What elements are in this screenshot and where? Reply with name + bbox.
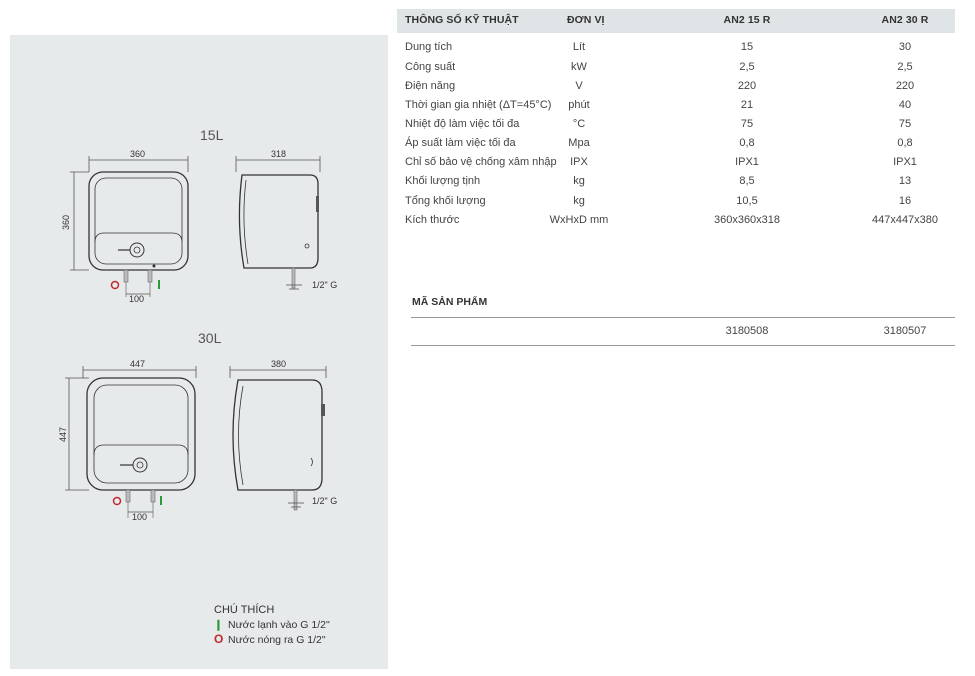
heater-drawings: [0, 0, 388, 676]
dim-depth-small: 318: [271, 149, 287, 159]
row-value-b: 13: [898, 175, 912, 187]
legend-hot: [214, 632, 326, 646]
header-unit: ĐƠN VỊ: [567, 14, 605, 26]
row-value-a: 21: [740, 99, 754, 111]
legend-cold: [214, 619, 330, 631]
row-unit: phút: [568, 99, 590, 111]
row-unit: Mpa: [568, 137, 590, 149]
row-name: Chỉ số bảo vệ chống xâm nhập: [405, 156, 557, 168]
table-row: [405, 80, 955, 99]
row-value-b: 220: [895, 80, 915, 92]
legend-cold-label: Nước lạnh vào G 1/2": [228, 619, 330, 631]
divider: [411, 317, 955, 318]
row-name: Dung tích: [405, 41, 453, 53]
row-name: Khối lượng tịnh: [405, 175, 481, 187]
dim-height-large: 447: [58, 426, 68, 442]
row-name: Áp suất làm việc tối đa: [405, 137, 516, 149]
size-label-small: 15L: [200, 127, 224, 143]
large-side-view: [230, 359, 337, 510]
header-spec: THÔNG SỐ KỸ THUẬT: [405, 14, 519, 26]
large-front-view: [58, 359, 196, 522]
table-row: [405, 137, 955, 156]
header-model-b: AN2 30 R: [881, 14, 929, 26]
dim-depth-large: 380: [271, 359, 287, 369]
row-value-b: 75: [898, 118, 912, 130]
row-name: Nhiệt độ làm việc tối đa: [405, 118, 520, 130]
cold-inlet-icon: [160, 496, 162, 505]
cold-inlet-icon: ❙: [214, 619, 223, 631]
row-unit: IPX: [570, 156, 588, 168]
product-code-title: MÃ SẢN PHẨM: [412, 296, 488, 308]
row-value-a: 220: [737, 80, 757, 92]
row-unit: kW: [571, 61, 587, 73]
divider: [411, 345, 955, 346]
dim-spacing-small: 100: [129, 294, 145, 304]
row-value-b: 16: [898, 195, 912, 207]
row-name: Điện năng: [405, 80, 456, 92]
row-value-a: IPX1: [735, 156, 759, 168]
table-row: [405, 195, 955, 214]
hot-outlet-icon: [114, 498, 121, 505]
row-unit: °C: [572, 118, 586, 130]
table-row: [405, 41, 955, 60]
row-value-a: 15: [740, 41, 754, 53]
row-name: Thời gian gia nhiệt (ΔT=45°C): [405, 99, 552, 111]
row-value-a: 0,8: [739, 137, 755, 149]
product-code-b: 3180507: [883, 325, 927, 337]
row-name: Công suất: [405, 61, 456, 73]
dim-height-small: 360: [61, 214, 71, 230]
product-code-a: 3180508: [725, 325, 769, 337]
cold-inlet-icon: [158, 280, 160, 289]
row-unit: Lít: [572, 41, 586, 53]
dim-width-large: 447: [130, 359, 146, 369]
header-model-a: AN2 15 R: [723, 14, 771, 26]
row-value-a: 75: [740, 118, 754, 130]
hot-outlet-icon: O: [214, 632, 224, 646]
table-row: [405, 214, 955, 233]
small-front-view: [61, 149, 188, 304]
row-unit: kg: [573, 195, 585, 207]
row-value-b: 2,5: [897, 61, 913, 73]
small-side-view: [236, 149, 337, 290]
table-row: [405, 156, 955, 175]
table-row: [405, 99, 955, 118]
size-label-large: 30L: [198, 330, 222, 346]
thread-label-small: 1/2" G: [312, 280, 338, 290]
row-value-b: IPX1: [893, 156, 917, 168]
row-name: Tổng khối lượng: [405, 195, 486, 207]
table-row: [405, 61, 955, 80]
hot-outlet-icon: [112, 282, 119, 289]
table-row: [405, 118, 955, 137]
row-value-a: 10,5: [736, 195, 758, 207]
row-value-a: 360x360x318: [713, 214, 781, 226]
table-row: [405, 175, 955, 194]
row-unit: V: [575, 80, 583, 92]
row-value-b: 40: [898, 99, 912, 111]
dim-width-small: 360: [130, 149, 146, 159]
row-value-a: 2,5: [739, 61, 755, 73]
dim-spacing-large: 100: [132, 512, 148, 522]
row-value-a: 8,5: [739, 175, 755, 187]
thread-label-large: 1/2" G: [312, 496, 338, 506]
row-value-b: 30: [898, 41, 912, 53]
row-value-b: 0,8: [897, 137, 913, 149]
legend-title: CHÚ THÍCH: [214, 604, 275, 616]
legend-hot-label: Nước nóng ra G 1/2": [228, 634, 326, 646]
row-value-b: 447x447x380: [871, 214, 939, 226]
row-unit: WxHxD mm: [549, 214, 609, 226]
row-unit: kg: [573, 175, 585, 187]
row-name: Kích thước: [405, 214, 460, 226]
